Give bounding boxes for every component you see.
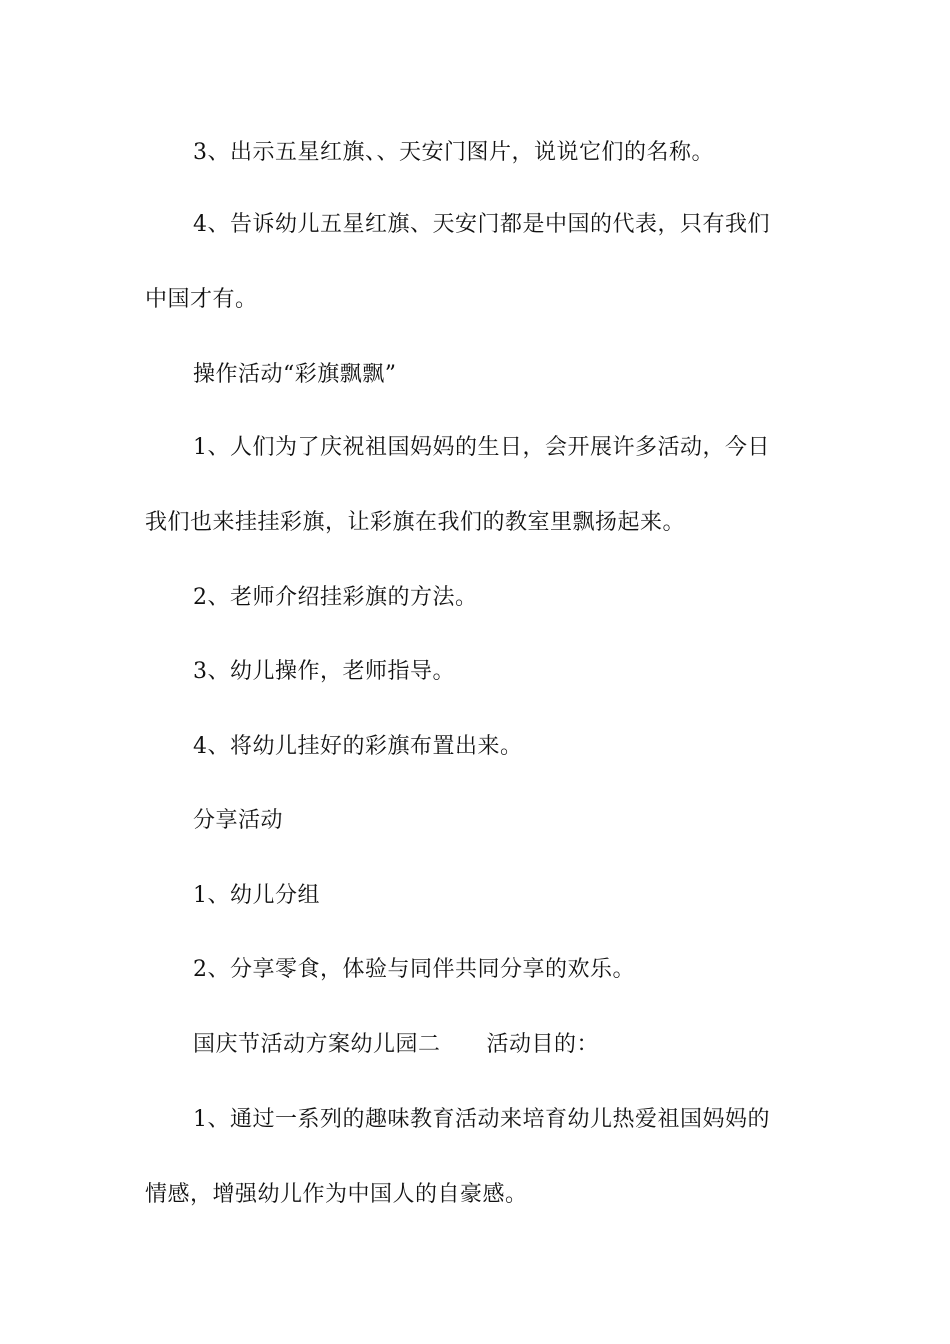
paragraph-line: 情感，增强幼儿作为中国人的自豪感。 — [145, 1182, 528, 1207]
section-heading-line — [193, 1030, 599, 1060]
paragraph-line: 4、告诉幼儿五星红旗、天安门都是中国的代表，只有我们 — [193, 212, 770, 237]
paragraph-line: 1、人们为了庆祝祖国妈妈的生日，会开展许多活动，今日 — [193, 435, 770, 460]
paragraph-line: 1、通过一系列的趣味教育活动来培育幼儿热爱祖国妈妈的 — [193, 1107, 770, 1132]
paragraph-line: 2、老师介绍挂彩旗的方法。 — [193, 585, 478, 610]
section-heading: 操作活动“彩旗飘飘” — [193, 362, 397, 387]
paragraph-line: 我们也来挂挂彩旗，让彩旗在我们的教室里飘扬起来。 — [145, 510, 686, 535]
section-heading: 分享活动 — [193, 808, 284, 833]
document-title: 国庆节活动方案幼儿园二 — [193, 1032, 441, 1057]
paragraph-line: 1、幼儿分组 — [193, 883, 320, 908]
paragraph-line: 中国才有。 — [145, 287, 258, 312]
paragraph-line: 2、分享零食，体验与同伴共同分享的欢乐。 — [193, 957, 635, 982]
paragraph-line: 3、幼儿操作，老师指导。 — [193, 659, 455, 684]
paragraph-line: 4、将幼儿挂好的彩旗布置出来。 — [193, 734, 523, 759]
paragraph-line: 3、出示五星红旗、、天安门图片，说说它们的名称。 — [193, 140, 714, 165]
section-heading: 活动目的： — [486, 1032, 600, 1057]
